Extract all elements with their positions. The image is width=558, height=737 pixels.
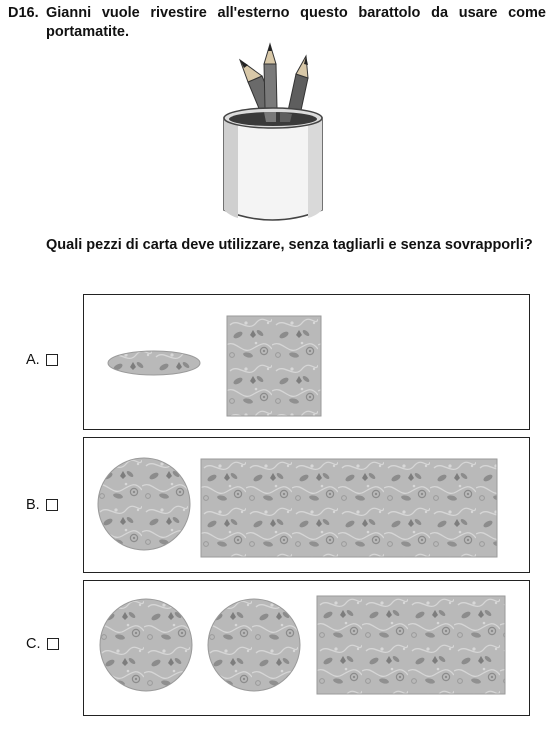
paper-circle [98,597,194,693]
paper-circle [96,456,192,552]
option-a-checkbox[interactable] [46,354,58,366]
paper-rectangle [316,595,508,697]
option-a-letter: A. [26,352,40,368]
option-c-box [83,580,530,716]
cup-body [224,108,322,220]
pencil-cup-icon [210,40,340,230]
option-a-box [83,294,530,430]
paper-long-rectangle [200,458,500,560]
paper-square [226,315,324,419]
option-a[interactable] [26,352,58,368]
option-b-checkbox[interactable] [46,499,58,511]
option-b-letter: B. [26,497,40,513]
question-text: Gianni vuole rivestire all'esterno questo barattolo da usare come portamatite. [46,5,546,40]
option-c-checkbox[interactable] [47,638,59,650]
option-b-box [83,437,530,573]
paper-circle [206,597,302,693]
paper-ellipse [106,347,202,379]
subquestion-text: Quali pezzi di carta deve utilizzare, senza tagliarli e senza sovrapporli? [46,237,533,253]
option-c-letter: C. [26,636,41,652]
question-number: D16. [8,5,39,21]
option-b[interactable] [26,497,58,513]
option-c[interactable] [26,636,59,652]
